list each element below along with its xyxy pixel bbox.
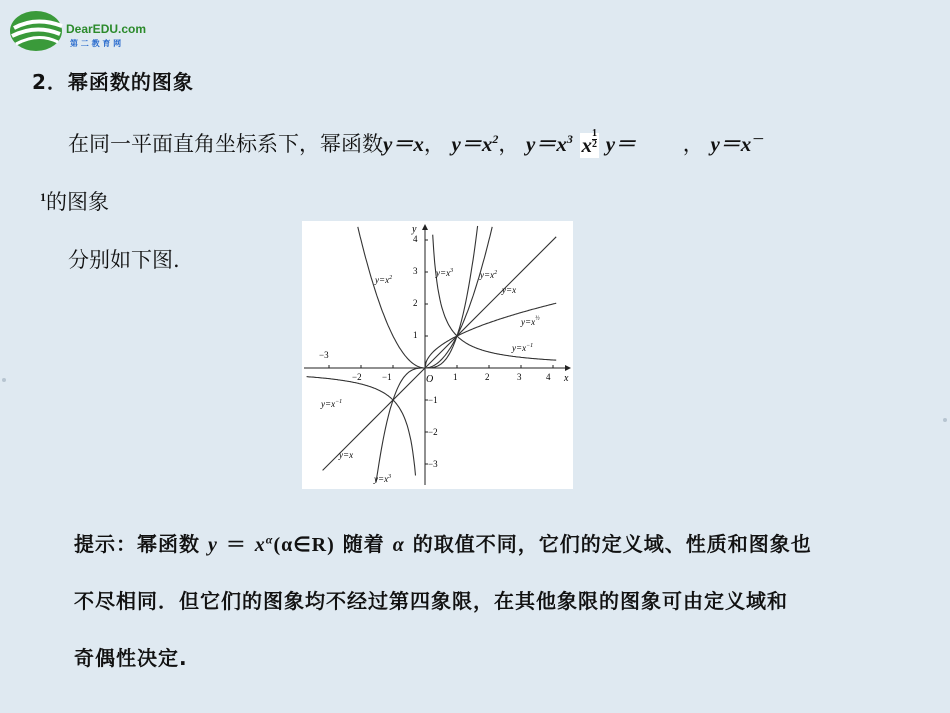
separator: ， — [423, 132, 445, 156]
site-logo — [6, 6, 166, 56]
curve-label-inverse-top: $y=x^{-1}$ — [512, 343, 534, 353]
intro-line-2 — [40, 186, 109, 216]
intro-line-1 — [68, 128, 763, 158]
y-axis-label: y — [412, 224, 417, 235]
x-tick-label: 2 — [485, 372, 490, 382]
curve-label-linear-bottom: y=x — [339, 450, 354, 460]
edge-mark — [943, 418, 947, 422]
hint-line-1 — [74, 528, 812, 557]
hint-line-2: 不尽相同．但它们的图象均不经过第四象限，在其他象限的图象可由定义域和 — [74, 589, 788, 613]
intro-text: 在同一平面直角坐标系下，幂函数 — [68, 132, 383, 156]
y-tick-label: 3 — [413, 266, 418, 276]
logo-brand: DearEDU.com — [66, 22, 147, 36]
curve-label-x3-top: $y=x^3$ — [436, 268, 454, 278]
intro-text-2: 的图象 — [46, 190, 109, 214]
curve-label-inverse-bottom: $y=x^{-1}$ — [321, 399, 343, 409]
hint-text: 随着 — [342, 532, 385, 556]
formula-inverse: y＝x－ — [710, 132, 764, 156]
formula-sqrt-box: x $\frac{1}{2}$ — [581, 128, 598, 157]
origin-label: O — [426, 374, 434, 385]
formula-square: $y=x^2$ — [451, 132, 499, 156]
separator: ， — [682, 132, 704, 156]
hint-line-3: 奇偶性决定. — [74, 646, 188, 670]
hint-math: α — [392, 534, 405, 556]
curve-label-linear-top: y=x — [502, 285, 517, 295]
hint-text: 的取值不同，它们的定义域、性质和图象也 — [412, 532, 812, 556]
curve-label-sqrt: $y=x^{\frac{1}{2}}$ — [521, 316, 540, 327]
x-axis-label: x — [564, 373, 569, 384]
y-tick-label: 4 — [413, 234, 418, 244]
x-tick-label: 3 — [517, 372, 522, 382]
edge-mark — [2, 378, 6, 382]
hint-math: ＝ — [225, 534, 247, 556]
curve-inverse-neg — [307, 377, 416, 476]
curve-label-x2-left: $y=x^2$ — [375, 275, 393, 285]
hint-text: 提示：幂函数 — [74, 532, 200, 556]
y-tick-label: −3 — [428, 459, 438, 469]
x-tick-label: −1 — [382, 372, 392, 382]
curve-label-x3-bottom: $y=x^3$ — [374, 474, 392, 484]
x-tick-label: 1 — [453, 372, 458, 382]
formula-linear: y＝x — [383, 132, 424, 156]
section-title: 2．幂函数的图象 — [32, 70, 194, 94]
intro-line-3: 分别如下图. — [68, 248, 180, 272]
curve-label-x2-right: $y=x^2$ — [480, 270, 498, 280]
y-tick-label: −1 — [428, 395, 438, 405]
x-tick-label: −2 — [352, 372, 362, 382]
logo-sub: 第 二 教 育 网 — [70, 39, 122, 48]
y-tick-label: 1 — [413, 330, 418, 340]
formula-cube: $y=x^3$ — [526, 132, 573, 156]
x-tick-label: −3 — [319, 350, 329, 360]
hint-math: $x^\alpha$ — [254, 532, 274, 556]
formula-sqrt-prefix: y＝ — [605, 132, 637, 156]
x-tick-label: 4 — [546, 372, 551, 382]
power-function-graph — [302, 221, 573, 489]
hint-math: y — [207, 534, 218, 556]
y-tick-label: −2 — [428, 427, 438, 437]
inverse-exponent-wrap: 1 — [40, 190, 46, 204]
curve-cube — [376, 226, 478, 483]
y-tick-label: 2 — [413, 298, 418, 308]
hint-math: (α∈R) — [273, 534, 335, 556]
separator: ， — [498, 132, 520, 156]
